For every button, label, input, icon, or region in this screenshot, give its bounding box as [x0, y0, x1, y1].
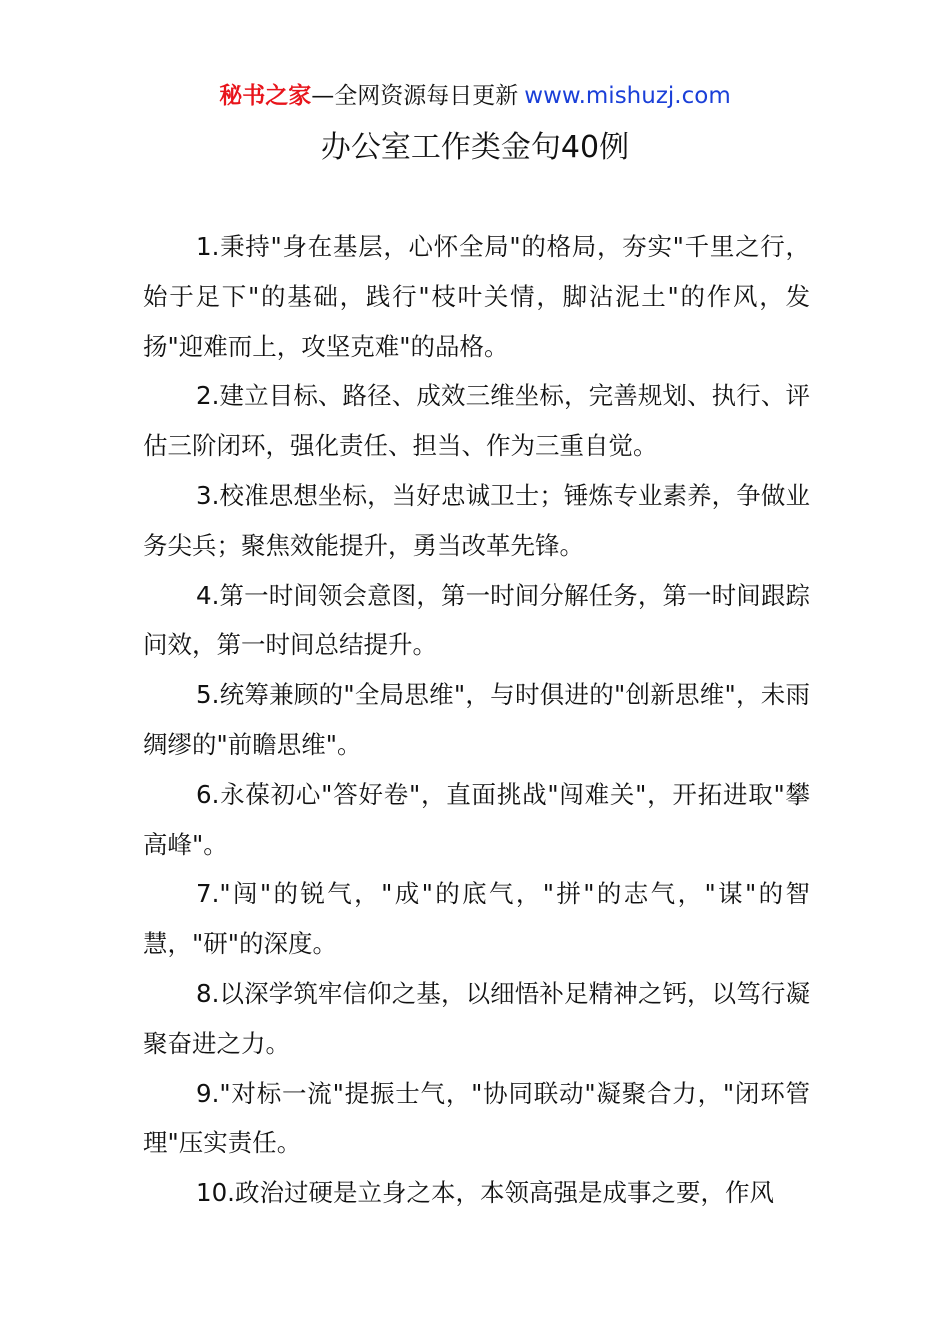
site-header: [0, 79, 950, 113]
quote-item-7: 7."闯"的锐气，"成"的底气，"拼"的志气，"谋"的智慧，"研"的深度。: [143, 879, 810, 959]
document-title: 办公室工作类金句40例: [320, 130, 630, 165]
site-slogan: 全网资源每日更新: [334, 83, 519, 109]
site-url-link[interactable]: www.mishuzj.com: [524, 83, 731, 109]
quote-item-9: 9."对标一流"提振士气，"协同联动"凝聚合力，"闭环管理"压实责任。: [143, 1078, 810, 1158]
document-body: [143, 222, 810, 1218]
site-brand: 秘书之家: [219, 83, 312, 109]
quote-item-2: 2.建立目标、路径、成效三维坐标，完善规划、执行、评估三阶闭环，强化责任、担当、作为三重自觉。: [143, 381, 810, 461]
quote-item-3: 3.校准思想坐标，当好忠诚卫士；锤炼专业素养，争做业务尖兵；聚焦效能提升，勇当改革先锋。: [143, 480, 810, 560]
header-dash: —: [311, 83, 335, 109]
quote-item-6: 6.永葆初心"答好卷"，直面挑战"闯难关"，开拓进取"攀高峰"。: [143, 779, 810, 859]
quote-item-5: 5.统筹兼顾的"全局思维"，与时俱进的"创新思维"，未雨绸缪的"前瞻思维"。: [143, 680, 810, 759]
quote-item-8: 8.以深学筑牢信仰之基，以细悟补足精神之钙，以笃行凝聚奋进之力。: [143, 978, 810, 1058]
quote-item-10: 10.政治过硬是立身之本，本领高强是成事之要，作风: [196, 1178, 774, 1208]
quote-item-4: 4.第一时间领会意图，第一时间分解任务，第一时间跟踪问效，第一时间总结提升。: [143, 580, 810, 660]
quote-item-1: 1.秉持"身在基层，心怀全局"的格局，夯实"千里之行，始于足下"的基础，践行"枝叶关情，脚沾泥土"的作风，发扬"迎难而上，攻坚克难"的品格。: [143, 232, 810, 361]
